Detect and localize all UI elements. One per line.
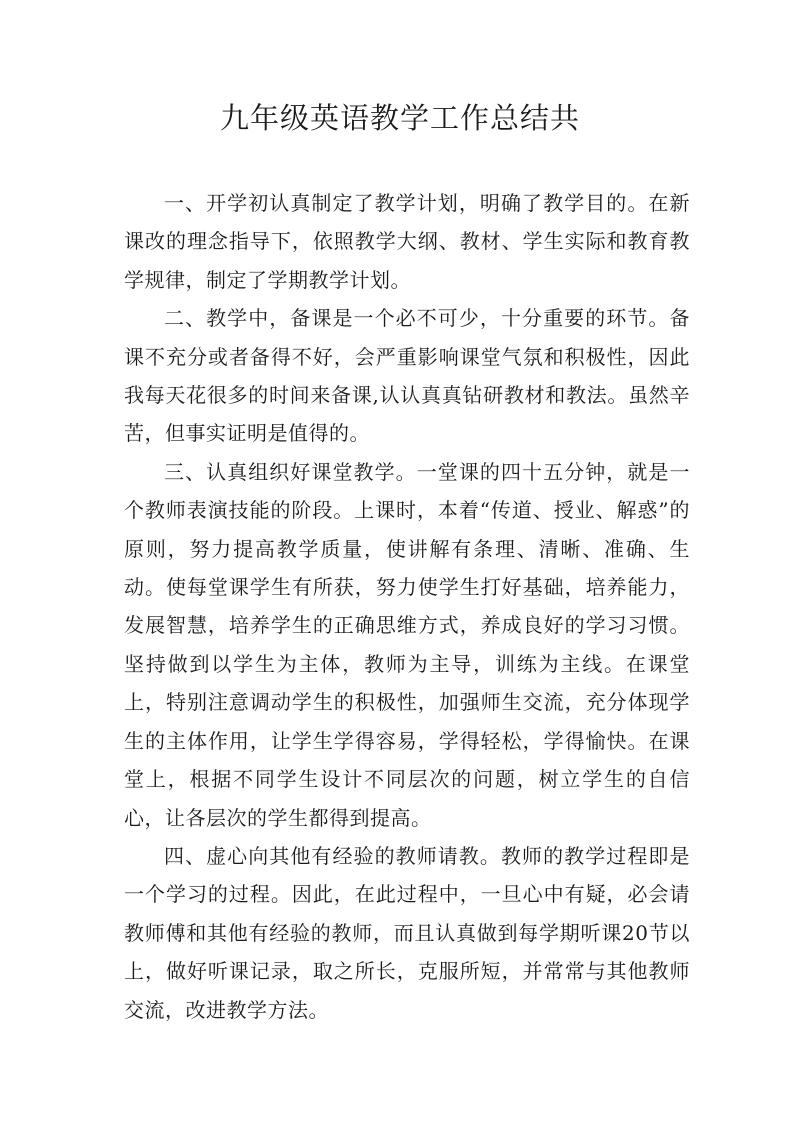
paragraph-3: 三、认真组织好课堂教学。一堂课的四十五分钟，就是一个教师表演技能的阶段。上课时，本着“传道、授业、解惑”的原则，努力提高教学质量，使讲解有条理、清晰、准确、生动。使每堂课学生有所获，努力使学生打好基础，培养能力，发展智慧，培养学生的正确思维方式，养成良好的学习习惯。坚持做到以学生为主体，教师为主导，训练为主线。在课堂上，特别注意调动学生的积极性，加强师生交流，充分体现学生的主体作用，让学生学得容易，学得轻松，学得愉快。在课堂上，根据不同学生设计不同层次的问题，树立学生的自信心，让各层次的学生都得到提高。 [124,459,690,830]
document-title: 九年级英语教学工作总结共 [219,101,580,135]
paragraph-2: 二、教学中，备课是一个必不可少，十分重要的环节。备课不充分或者备得不好，会严重影响课堂气氛和积极性，因此我每天花很多的时间来备课,认认真真钻研教材和教法。虽然辛苦，但事实证明是值得的。 [124,306,690,446]
paragraph-4: 四、虚心向其他有经验的教师请教。教师的教学过程即是一个学习的过程。因此，在此过程中，一旦心中有疑，必会请教师傅和其他有经验的教师，而且认真做到每学期听课20节以上，做好听课记录，取之所长，克服所短，并常常与其他教师交流，改进教学方法。 [124,843,690,1022]
paragraph-1: 一、开学初认真制定了教学计划，明确了教学目的。在新课改的理念指导下，依照教学大纲、教材、学生实际和教育教学规律，制定了学期教学计划。 [124,191,690,292]
document-body [124,184,690,1029]
